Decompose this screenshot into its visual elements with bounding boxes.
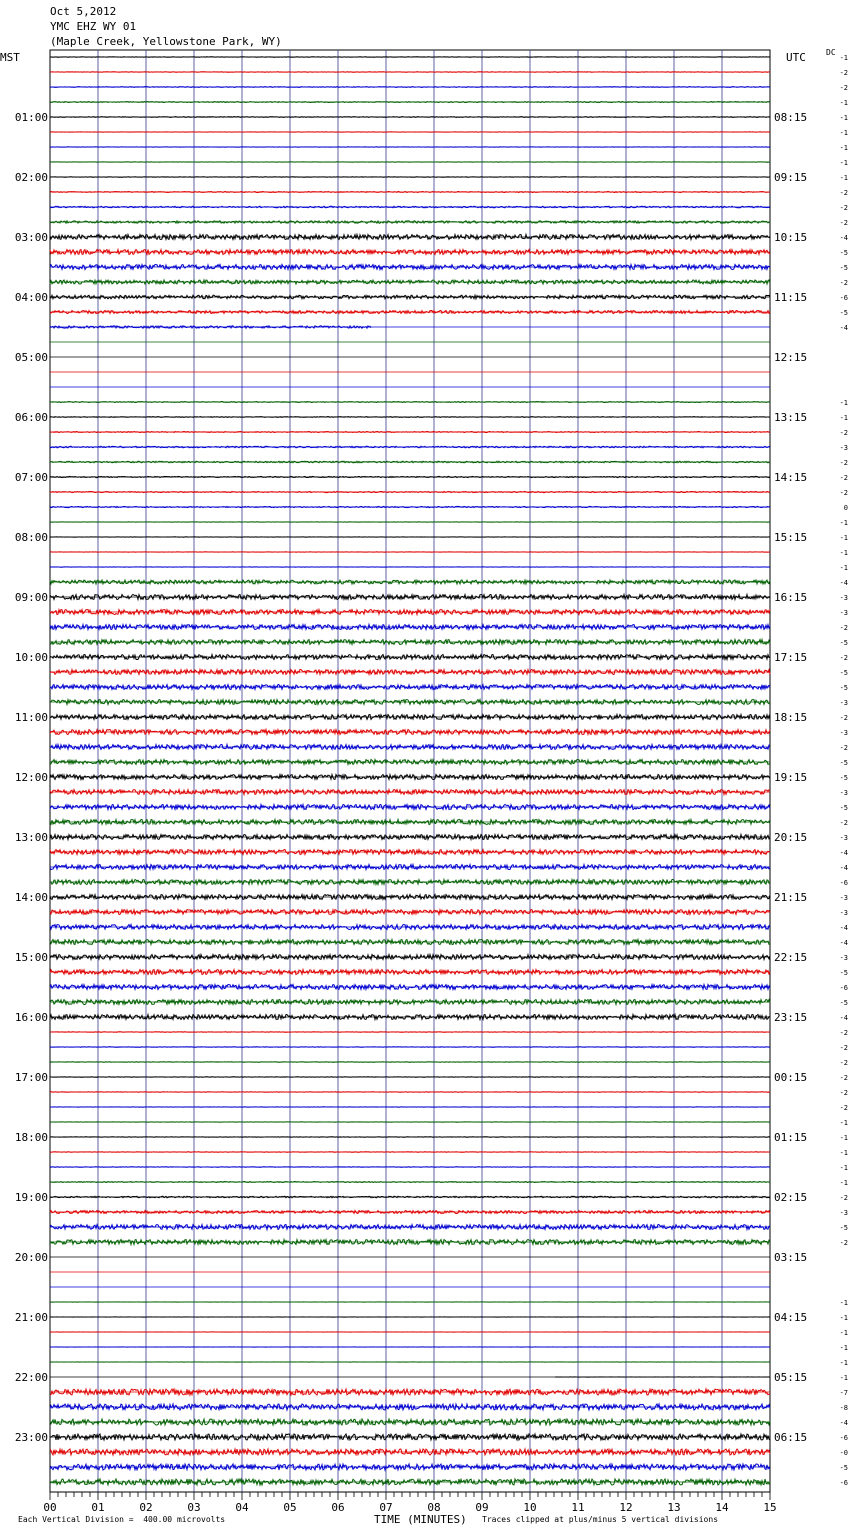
dc-offset-label: -2: [839, 1029, 848, 1037]
right-hour-label: 04:15: [774, 1311, 808, 1324]
x-axis-title: TIME (MINUTES): [374, 1513, 467, 1526]
x-tick-label: 02: [139, 1501, 153, 1514]
dc-offset-label: -2: [839, 1194, 848, 1202]
dc-offset-label: -1: [839, 174, 848, 182]
seismic-trace: [50, 625, 770, 630]
right-hour-label: 06:15: [774, 1431, 808, 1444]
x-tick-label: 14: [715, 1501, 729, 1514]
dc-offset-label: -2: [839, 459, 848, 467]
dc-offset-label: -4: [839, 924, 848, 932]
seismic-trace: [50, 670, 770, 675]
x-tick-label: 11: [571, 1501, 585, 1514]
dc-label: DC: [826, 48, 836, 57]
left-hour-label: 01:00: [14, 111, 48, 124]
dc-offset-label: -2: [839, 69, 848, 77]
dc-offset-label: -5: [839, 969, 848, 977]
seismic-trace: [50, 446, 770, 448]
dc-offset-label: -5: [839, 264, 848, 272]
dc-offset-label: -6: [839, 1434, 848, 1442]
right-hour-label: 16:15: [774, 591, 808, 604]
right-hour-label: 05:15: [774, 1371, 808, 1384]
seismic-trace: [50, 476, 770, 477]
dc-offset-label: -2: [839, 744, 848, 752]
x-tick-label: 08: [427, 1501, 441, 1514]
left-timezone-label: MST: [0, 51, 20, 64]
dc-offset-label: -5: [839, 309, 848, 317]
dc-offset-label: -2: [839, 84, 848, 92]
x-tick-label: 03: [187, 1501, 201, 1514]
dc-offset-label: -2: [839, 489, 848, 497]
dc-offset-label: -4: [839, 234, 848, 242]
seismic-trace: [50, 1032, 770, 1033]
left-hour-label: 19:00: [14, 1191, 48, 1204]
left-hour-label: 12:00: [14, 771, 48, 784]
dc-offset-label: -2: [839, 1074, 848, 1082]
right-hour-label: 09:15: [774, 171, 808, 184]
dc-offset-label: -3: [839, 789, 848, 797]
right-hour-label: 12:15: [774, 351, 808, 364]
dc-offset-label: -5: [839, 1224, 848, 1232]
dc-offset-label: -2: [839, 1044, 848, 1052]
seismic-trace: [50, 1137, 770, 1138]
dc-offset-label: -5: [839, 639, 848, 647]
dc-offset-label: -1: [839, 1314, 848, 1322]
dc-offset-label: -3: [839, 894, 848, 902]
right-hour-label: 08:15: [774, 111, 808, 124]
dc-offset-label: -3: [839, 954, 848, 962]
dc-offset-label: -2: [839, 714, 848, 722]
right-hour-label: 10:15: [774, 231, 808, 244]
x-tick-label: 05: [283, 1501, 297, 1514]
seismic-trace: [50, 1047, 770, 1048]
left-hour-label: 15:00: [14, 951, 48, 964]
right-hour-label: 19:15: [774, 771, 808, 784]
dc-offset-label: -1: [839, 519, 848, 527]
seismic-trace: [50, 506, 770, 507]
right-hour-label: 15:15: [774, 531, 808, 544]
seismic-trace: [50, 1092, 770, 1093]
dc-offset-label: -4: [839, 579, 848, 587]
dc-offset-label: -3: [839, 609, 848, 617]
dc-offset-label: -1: [839, 1119, 848, 1127]
dc-offset-label: -1: [839, 414, 848, 422]
dc-offset-label: -4: [839, 1014, 848, 1022]
left-hour-label: 06:00: [14, 411, 48, 424]
dc-offset-label: -8: [839, 1404, 848, 1412]
left-hour-label: 05:00: [14, 351, 48, 364]
dc-offset-label: -6: [839, 879, 848, 887]
seismic-trace: [50, 1152, 770, 1153]
left-hour-label: 07:00: [14, 471, 48, 484]
right-hour-label: 22:15: [774, 951, 808, 964]
x-tick-label: 00: [43, 1501, 57, 1514]
dc-offset-label: -5: [839, 804, 848, 812]
dc-offset-label: -1: [839, 399, 848, 407]
dc-offset-label: 0: [843, 504, 848, 512]
dc-offset-label: -1: [839, 99, 848, 107]
right-hour-label: 03:15: [774, 1251, 808, 1264]
dc-offset-label: -3: [839, 909, 848, 917]
dc-offset-label: -5: [839, 684, 848, 692]
dc-offset-label: -2: [839, 204, 848, 212]
dc-offset-label: -2: [839, 1239, 848, 1247]
right-hour-label: 14:15: [774, 471, 808, 484]
dc-offset-label: -1: [839, 1179, 848, 1187]
left-hour-label: 10:00: [14, 651, 48, 664]
dc-offset-label: -1: [839, 54, 848, 62]
right-hour-label: 00:15: [774, 1071, 808, 1084]
dc-offset-label: -4: [839, 864, 848, 872]
dc-offset-label: -5: [839, 759, 848, 767]
dc-offset-label: -2: [839, 429, 848, 437]
dc-offset-label: -1: [839, 159, 848, 167]
dc-offset-label: -1: [839, 549, 848, 557]
seismic-trace: [50, 57, 770, 58]
dc-offset-label: -1: [839, 114, 848, 122]
right-hour-label: 11:15: [774, 291, 808, 304]
dc-offset-label: -0: [839, 1449, 848, 1457]
dc-offset-label: -3: [839, 594, 848, 602]
left-hour-label: 11:00: [14, 711, 48, 724]
seismic-trace: [50, 491, 770, 492]
dc-offset-label: -4: [839, 939, 848, 947]
seismic-trace: [50, 177, 770, 178]
dc-offset-label: -6: [839, 1479, 848, 1487]
left-hour-label: 22:00: [14, 1371, 48, 1384]
dc-offset-label: -5: [839, 669, 848, 677]
dc-offset-label: -1: [839, 1134, 848, 1142]
x-tick-label: 06: [331, 1501, 345, 1514]
dc-offset-label: -3: [839, 1209, 848, 1217]
seismic-trace: [50, 910, 770, 915]
dc-offset-label: -2: [839, 654, 848, 662]
right-hour-label: 21:15: [774, 891, 808, 904]
x-tick-label: 10: [523, 1501, 537, 1514]
left-hour-label: 03:00: [14, 231, 48, 244]
left-hour-label: 09:00: [14, 591, 48, 604]
x-tick-label: 04: [235, 1501, 249, 1514]
dc-offset-label: -2: [839, 1089, 848, 1097]
seismic-trace: [50, 1167, 770, 1168]
seismic-trace: [50, 1464, 770, 1470]
left-hour-label: 23:00: [14, 1431, 48, 1444]
dc-offset-label: -2: [839, 819, 848, 827]
left-hour-label: 08:00: [14, 531, 48, 544]
right-hour-label: 20:15: [774, 831, 808, 844]
dc-offset-label: -1: [839, 564, 848, 572]
dc-offset-label: -1: [839, 1164, 848, 1172]
dc-offset-label: -2: [839, 474, 848, 482]
seismic-trace: [50, 461, 770, 463]
header-station: YMC EHZ WY 01: [50, 20, 137, 33]
dc-offset-label: -1: [839, 1344, 848, 1352]
dc-offset-label: -2: [839, 279, 848, 287]
x-tick-label: 15: [763, 1501, 777, 1514]
x-tick-label: 09: [475, 1501, 489, 1514]
x-tick-label: 01: [91, 1501, 105, 1514]
seismic-trace: [50, 280, 770, 284]
right-hour-label: 01:15: [774, 1131, 808, 1144]
x-tick-label: 07: [379, 1501, 393, 1514]
dc-offset-label: -4: [839, 849, 848, 857]
right-hour-label: 18:15: [774, 711, 808, 724]
left-hour-label: 16:00: [14, 1011, 48, 1024]
dc-offset-label: -4: [839, 1419, 848, 1427]
right-timezone-label: UTC: [786, 51, 806, 64]
header-location: (Maple Creek, Yellowstone Park, WY): [50, 35, 282, 48]
clip-note: Traces clipped at plus/minus 5 vertical divisions: [482, 1515, 719, 1524]
left-hour-label: 20:00: [14, 1251, 48, 1264]
seismic-trace: [50, 1062, 770, 1063]
dc-offset-label: -2: [839, 189, 848, 197]
left-hour-label: 18:00: [14, 1131, 48, 1144]
seismic-trace: [50, 72, 770, 73]
dc-offset-label: -1: [839, 1329, 848, 1337]
dc-offset-label: -3: [839, 729, 848, 737]
scale-note: Each Vertical Division = 400.00 microvolts: [18, 1515, 226, 1524]
dc-offset-label: -1: [839, 144, 848, 152]
dc-offset-label: -1: [839, 1149, 848, 1157]
right-hour-label: 13:15: [774, 411, 808, 424]
dc-offset-label: -1: [839, 534, 848, 542]
seismic-trace: [50, 1077, 770, 1078]
right-hour-label: 23:15: [774, 1011, 808, 1024]
dc-offset-label: -2: [839, 1059, 848, 1067]
seismic-trace: [50, 265, 770, 270]
dc-offset-label: -1: [839, 1299, 848, 1307]
x-tick-label: 13: [667, 1501, 681, 1514]
dc-offset-label: -6: [839, 984, 848, 992]
dc-offset-label: -3: [839, 444, 848, 452]
dc-offset-label: -2: [839, 219, 848, 227]
dc-offset-label: -2: [839, 624, 848, 632]
dc-offset-label: -5: [839, 249, 848, 257]
dc-offset-label: -7: [839, 1389, 848, 1397]
left-hour-label: 21:00: [14, 1311, 48, 1324]
dc-offset-label: -1: [839, 1359, 848, 1367]
dc-offset-label: -1: [839, 129, 848, 137]
left-hour-label: 13:00: [14, 831, 48, 844]
right-hour-label: 17:15: [774, 651, 808, 664]
dc-offset-label: -5: [839, 774, 848, 782]
dc-offset-label: -4: [839, 324, 848, 332]
dc-offset-label: -1: [839, 1374, 848, 1382]
dc-offset-label: -5: [839, 999, 848, 1007]
left-hour-label: 17:00: [14, 1071, 48, 1084]
dc-offset-label: -5: [839, 1464, 848, 1472]
x-tick-label: 12: [619, 1501, 633, 1514]
left-hour-label: 04:00: [14, 291, 48, 304]
dc-offset-label: -2: [839, 1104, 848, 1112]
dc-offset-label: -3: [839, 699, 848, 707]
left-hour-label: 14:00: [14, 891, 48, 904]
seismic-trace: [50, 1196, 770, 1198]
left-hour-label: 02:00: [14, 171, 48, 184]
right-hour-label: 02:15: [774, 1191, 808, 1204]
header-date: Oct 5,2012: [50, 5, 117, 18]
dc-offset-label: -6: [839, 294, 848, 302]
seismic-trace: [50, 206, 770, 208]
dc-offset-label: -3: [839, 834, 848, 842]
